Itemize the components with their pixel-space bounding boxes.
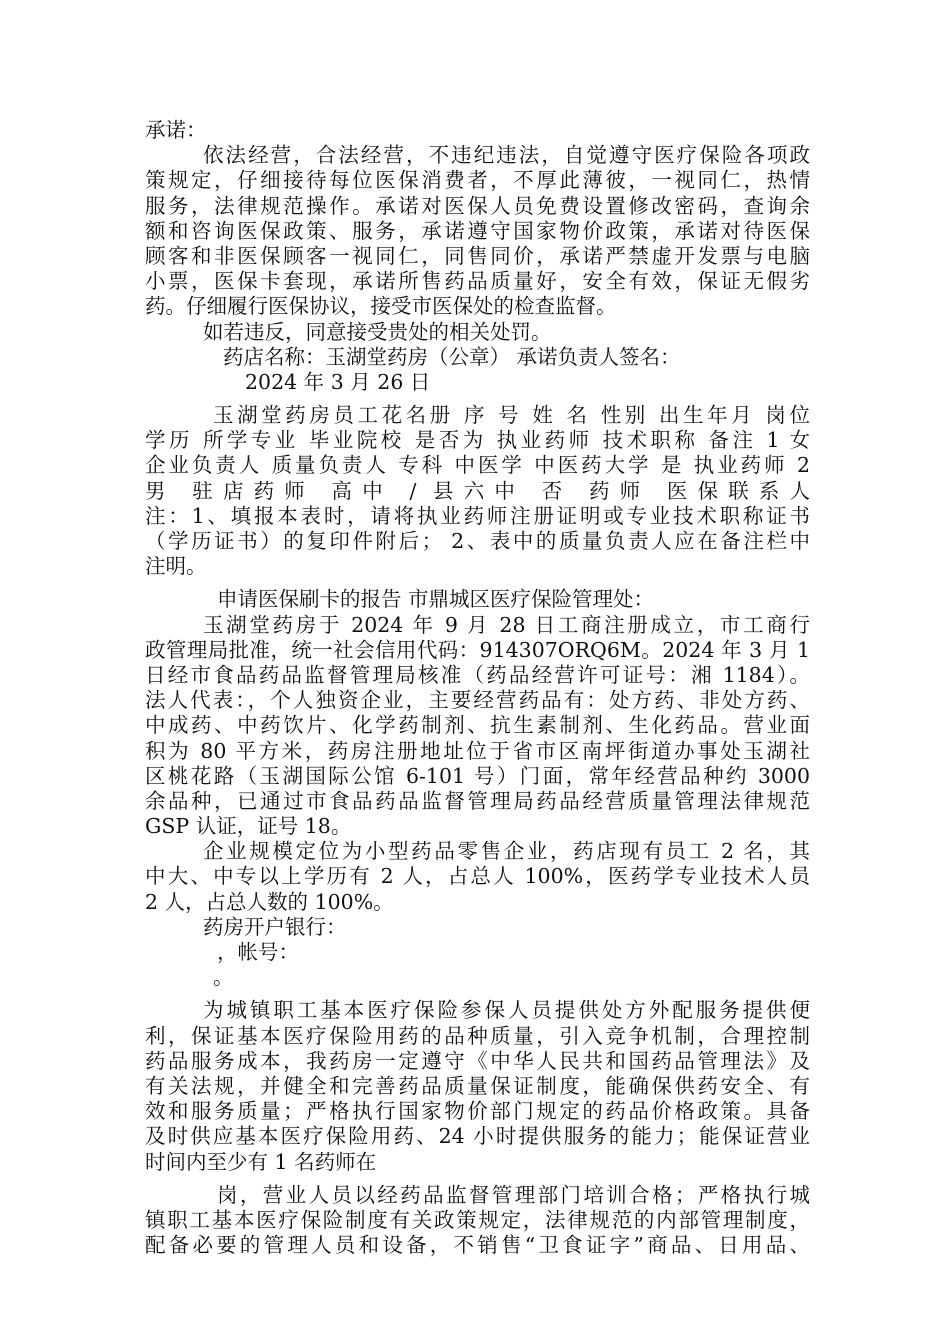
text-line: 余品种，已通过市食品药品监督管理局药品经营质量管理法律规范 xyxy=(145,788,810,813)
text-line: 药。仔细履行医保协议，接受市医保处的检查监督。 xyxy=(145,294,617,319)
document-body xyxy=(145,118,810,1258)
paragraph-gap xyxy=(145,579,810,587)
text-line: 。 xyxy=(213,965,234,990)
text-line: 策规定，仔细接待每位医保消费者，不厚此薄彼，一视同仁，热情 xyxy=(145,168,810,193)
text-line: 男 驻店药师 高中 / 县六中 否 药师 医保联系人 xyxy=(145,478,810,503)
text-line: 药品服务成本，我药房一定遵守《中华人民共和国药品管理法》及 xyxy=(145,1048,810,1073)
text-line: 额和咨询医保政策、服务，承诺遵守国家物价政策，承诺对待医保 xyxy=(145,218,810,243)
text-line: GSP 认证，证号 18。 xyxy=(145,814,352,839)
text-line: 为城镇职工基本医疗保险参保人员提供处方外配服务提供便 xyxy=(203,998,810,1023)
text-line: 学历 所学专业 毕业院校 是否为 执业药师 技术职称 备注 1 女 xyxy=(145,428,810,453)
paragraph-gap xyxy=(145,1175,810,1183)
text-line: 2024 年 3 月 26 日 xyxy=(245,369,431,394)
text-line: 依法经营，合法经营，不违纪违法，自觉遵守医疗保险各项政 xyxy=(203,143,810,168)
text-line: 效和服务质量；严格执行国家物价部门规定的药品价格政策。具备 xyxy=(145,1099,810,1124)
text-line: 日经市食品药品监督管理局核准（药品经营许可证号：湘 1184）。 xyxy=(145,662,810,687)
text-line: 配备必要的管理人员和设备，不销售“卫食证字”商品、日用品、 xyxy=(145,1233,810,1258)
text-line: 顾客和非医保顾客一视同仁，同售同价，承诺严禁虚开发票与电脑 xyxy=(145,243,810,268)
text-line: 服务，法律规范操作。承诺对医保人员免费设置修改密码，查询余 xyxy=(145,193,810,218)
text-line: 注：1、填报本表时，请将执业药师注册证明或专业技术职称证书 xyxy=(145,503,810,528)
text-line: 利，保证基本医疗保险用药的品种质量，引入竞争机制，合理控制 xyxy=(145,1023,810,1048)
text-line: 有关法规，并健全和完善药品质量保证制度，能确保供药安全、有 xyxy=(145,1073,810,1098)
text-line: 药店名称：玉湖堂药房（公章） 承诺负责人签名： xyxy=(223,344,681,369)
text-line: 企业负责人 质量负责人 专科 中医学 中医药大学 是 执业药师 2 xyxy=(145,453,810,478)
text-line: 申请医保刷卡的报告 市鼎城区医疗保险管理处： xyxy=(217,587,655,612)
paragraph-gap xyxy=(145,395,810,403)
text-line: （学历证书）的复印件附后； 2、表中的质量负责人应在备注栏中 xyxy=(145,529,810,553)
text-line: 企业规模定位为小型药品零售企业，药店现有员工 2 名，其 xyxy=(203,839,810,864)
text-line: 时间内至少有 1 名药师在 xyxy=(145,1149,377,1174)
text-line: 镇职工基本医疗保险制度有关政策规定，法律规范的内部管理制度， xyxy=(145,1207,810,1232)
text-line: 2 人，占总人数的 100%。 xyxy=(145,889,394,914)
text-line: 玉湖堂药房于 2024 年 9 月 28 日工商注册成立，市工商行 xyxy=(203,612,810,637)
text-line: 区桃花路（玉湖国际公馆 6-101 号）门面，常年经营品种约 3000 xyxy=(145,763,810,788)
text-line: 玉湖堂药房员工花名册 序 号 姓 名 性别 出生年月 岗位 xyxy=(213,403,810,428)
text-line: 法人代表：，个人独资企业，主要经营药品有：处方药、非处方药、 xyxy=(145,688,810,713)
text-line: 积为 80 平方米，药房注册地址位于省市区南坪街道办事处玉湖社 xyxy=(145,738,810,763)
text-line: 注明。 xyxy=(145,554,207,579)
paragraph-gap xyxy=(145,990,810,998)
text-line: 及时供应基本医疗保险用药、24 小时提供服务的能力；能保证营业 xyxy=(145,1124,810,1149)
text-line: 承诺： xyxy=(145,118,207,142)
text-line: 政管理局批准，统一社会信用代码：914307ORQ6M。2024 年 3 月 1 xyxy=(145,637,810,662)
text-line: 如若违反，同意接受贵处的相关处罚。 xyxy=(203,319,552,344)
text-line: ，帐号： xyxy=(217,940,299,964)
text-line: 中大、中专以上学历有 2 人，占总人 100%，医药学专业技术人员 xyxy=(145,864,810,889)
text-line: 中成药、中药饮片、化学药制剂、抗生素制剂、生化药品。营业面 xyxy=(145,713,810,738)
text-line: 小票，医保卡套现，承诺所售药品质量好，安全有效，保证无假劣 xyxy=(145,269,810,294)
text-line: 药房开户银行： xyxy=(203,914,347,939)
text-line: 岗，营业人员以经药品监督管理部门培训合格；严格执行城 xyxy=(217,1182,810,1207)
